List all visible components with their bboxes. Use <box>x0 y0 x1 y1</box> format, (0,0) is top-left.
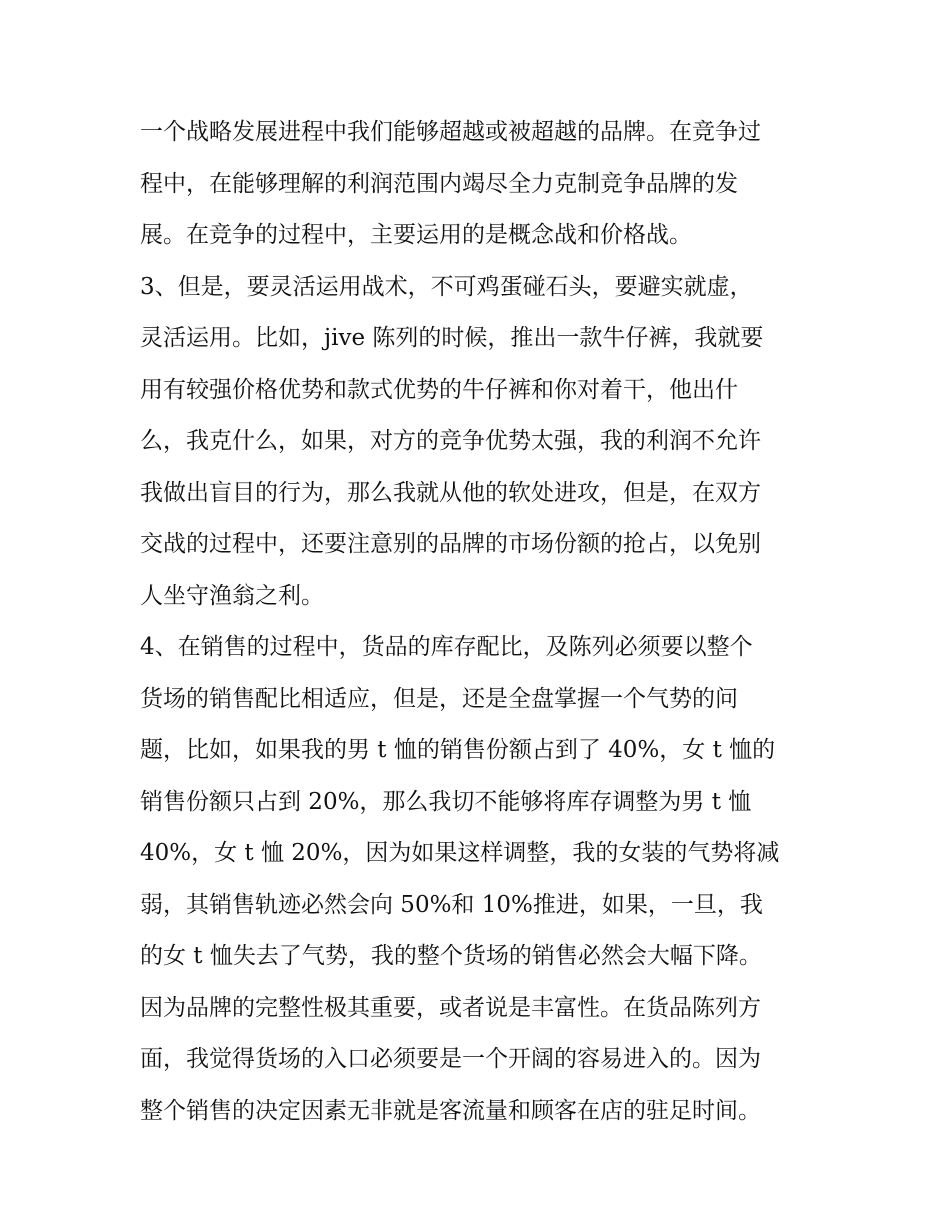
text-line: 么，我克什么，如果，对方的竞争优势太强，我的利润不允许 <box>140 428 761 454</box>
text-line: 我做出盲目的行为，那么我就从他的软处进攻，但是，在双方 <box>140 479 761 506</box>
text-line: 的女 t 恤失去了气势，我的整个货场的销售必然会大幅下降。 <box>140 943 762 969</box>
text-line: 4、在销售的过程中，货品的库存配比，及陈列必须要以整个 <box>140 634 753 660</box>
text-line: 弱，其销售轨迹必然会向 50%和 10%推进，如果，一旦，我 <box>140 891 763 918</box>
body-text <box>140 107 820 1137</box>
text-line: 交战的过程中，还要注意别的品牌的市场份额的抢占，以免别 <box>140 531 761 557</box>
text-line: 一个战略发展进程中我们能够超越或被超越的品牌。在竞争过 <box>140 119 761 145</box>
text-line: 用有较强价格优势和款式优势的牛仔裤和你对着干，他出什 <box>140 376 738 403</box>
text-line: 面，我觉得货场的入口必须要是一个开阔的容易进入的。因为 <box>140 1046 761 1072</box>
text-line: 因为品牌的完整性极其重要，或者说是丰富性。在货品陈列方 <box>140 994 761 1021</box>
text-line: 货场的销售配比相适应，但是，还是全盘掌握一个气势的问 <box>140 685 738 712</box>
text-line: 销售份额只占到 20%，那么我切不能够将库存调整为男 t 恤 <box>140 788 752 815</box>
text-line: 题，比如，如果我的男 t 恤的销售份额占到了 40%，女 t 恤的 <box>140 737 776 763</box>
text-line: 展。在竞争的过程中，主要运用的是概念战和价格战。 <box>140 222 692 248</box>
text-line: 3、但是，要灵活运用战术，不可鸡蛋碰石头，要避实就虚， <box>140 273 753 300</box>
text-line: 40%，女 t 恤 20%，因为如果这样调整，我的女装的气势将减 <box>140 840 780 866</box>
text-line: 整个销售的决定因素无非就是客流量和顾客在店的驻足时间。 <box>140 1097 761 1124</box>
text-line: 程中，在能够理解的利润范围内竭尽全力克制竞争品牌的发 <box>140 170 738 197</box>
text-line: 灵活运用。比如，jive 陈列的时候，推出一款牛仔裤，我就要 <box>140 325 764 351</box>
text-line: 人坐守渔翁之利。 <box>140 582 324 609</box>
